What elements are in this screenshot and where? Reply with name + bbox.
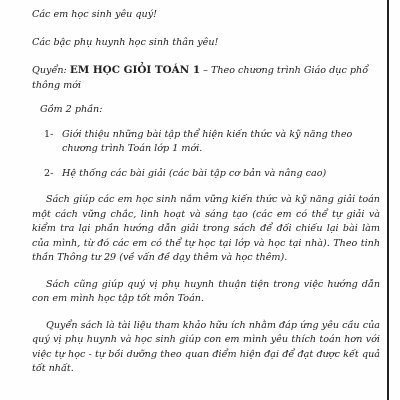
paragraph-reference: Quyển sách là tài liệu tham khảo hữu ích nhằm đáp ứng yêu cầu của quý vị phụ huynh và học sinh giúp con em mình yêu thích toán hơn với việc tự học - tự bồi dưỡng theo quan điểm hiện đại để đạt được kết quả tốt nhất. (32, 319, 380, 374)
list-number: 2- (44, 167, 54, 179)
book-title: EM HỌC GIỎI TOÁN 1 (69, 64, 201, 76)
list-number: 1- (44, 128, 54, 140)
parts-intro: Gồm 2 phần: (40, 104, 103, 115)
title-suffix: – Theo chương trình Giáo dục phổ thông mới (32, 65, 369, 91)
greeting-parents: Các bậc phụ huynh học sinh thân yêu! (32, 36, 219, 48)
greeting-students: Các em học sinh yêu quý! (32, 9, 158, 20)
title-prefix: Quyển: (32, 65, 70, 76)
book-title-line (32, 63, 380, 93)
page-edge-rule (387, 0, 389, 400)
document-body (32, 8, 380, 377)
list-item (32, 167, 380, 182)
list-item (32, 128, 380, 157)
paragraph-students: Sách giúp các em học sinh nắm vững kiến thức và kỹ năng giải toán một cách vững chắc, linh hoạt và sáng tạo (các em có thể tự giải và kiểm tra lại phần hướng dẫn giải trong sách để đối chiếu lại bài làm của mình, từ đó các em có thể tự học tại lớp và học tại nhà). Theo tinh thần Thông tư 29 (về vấn đề dạy thêm và học thêm). (32, 194, 380, 263)
list-text: Giới thiệu những bài tập thể hiện kiến thức và kỹ năng theo chương trình Toán lớp 1 mới. (62, 128, 353, 154)
list-text: Hệ thống các bài giải (các bài tập cơ bản và nâng cao) (62, 167, 327, 179)
paragraph-parents: Sách cũng giúp quý vị phụ huynh thuận tiện trong việc hướng dẫn con em mình học tập tốt môn Toán. (32, 278, 380, 304)
